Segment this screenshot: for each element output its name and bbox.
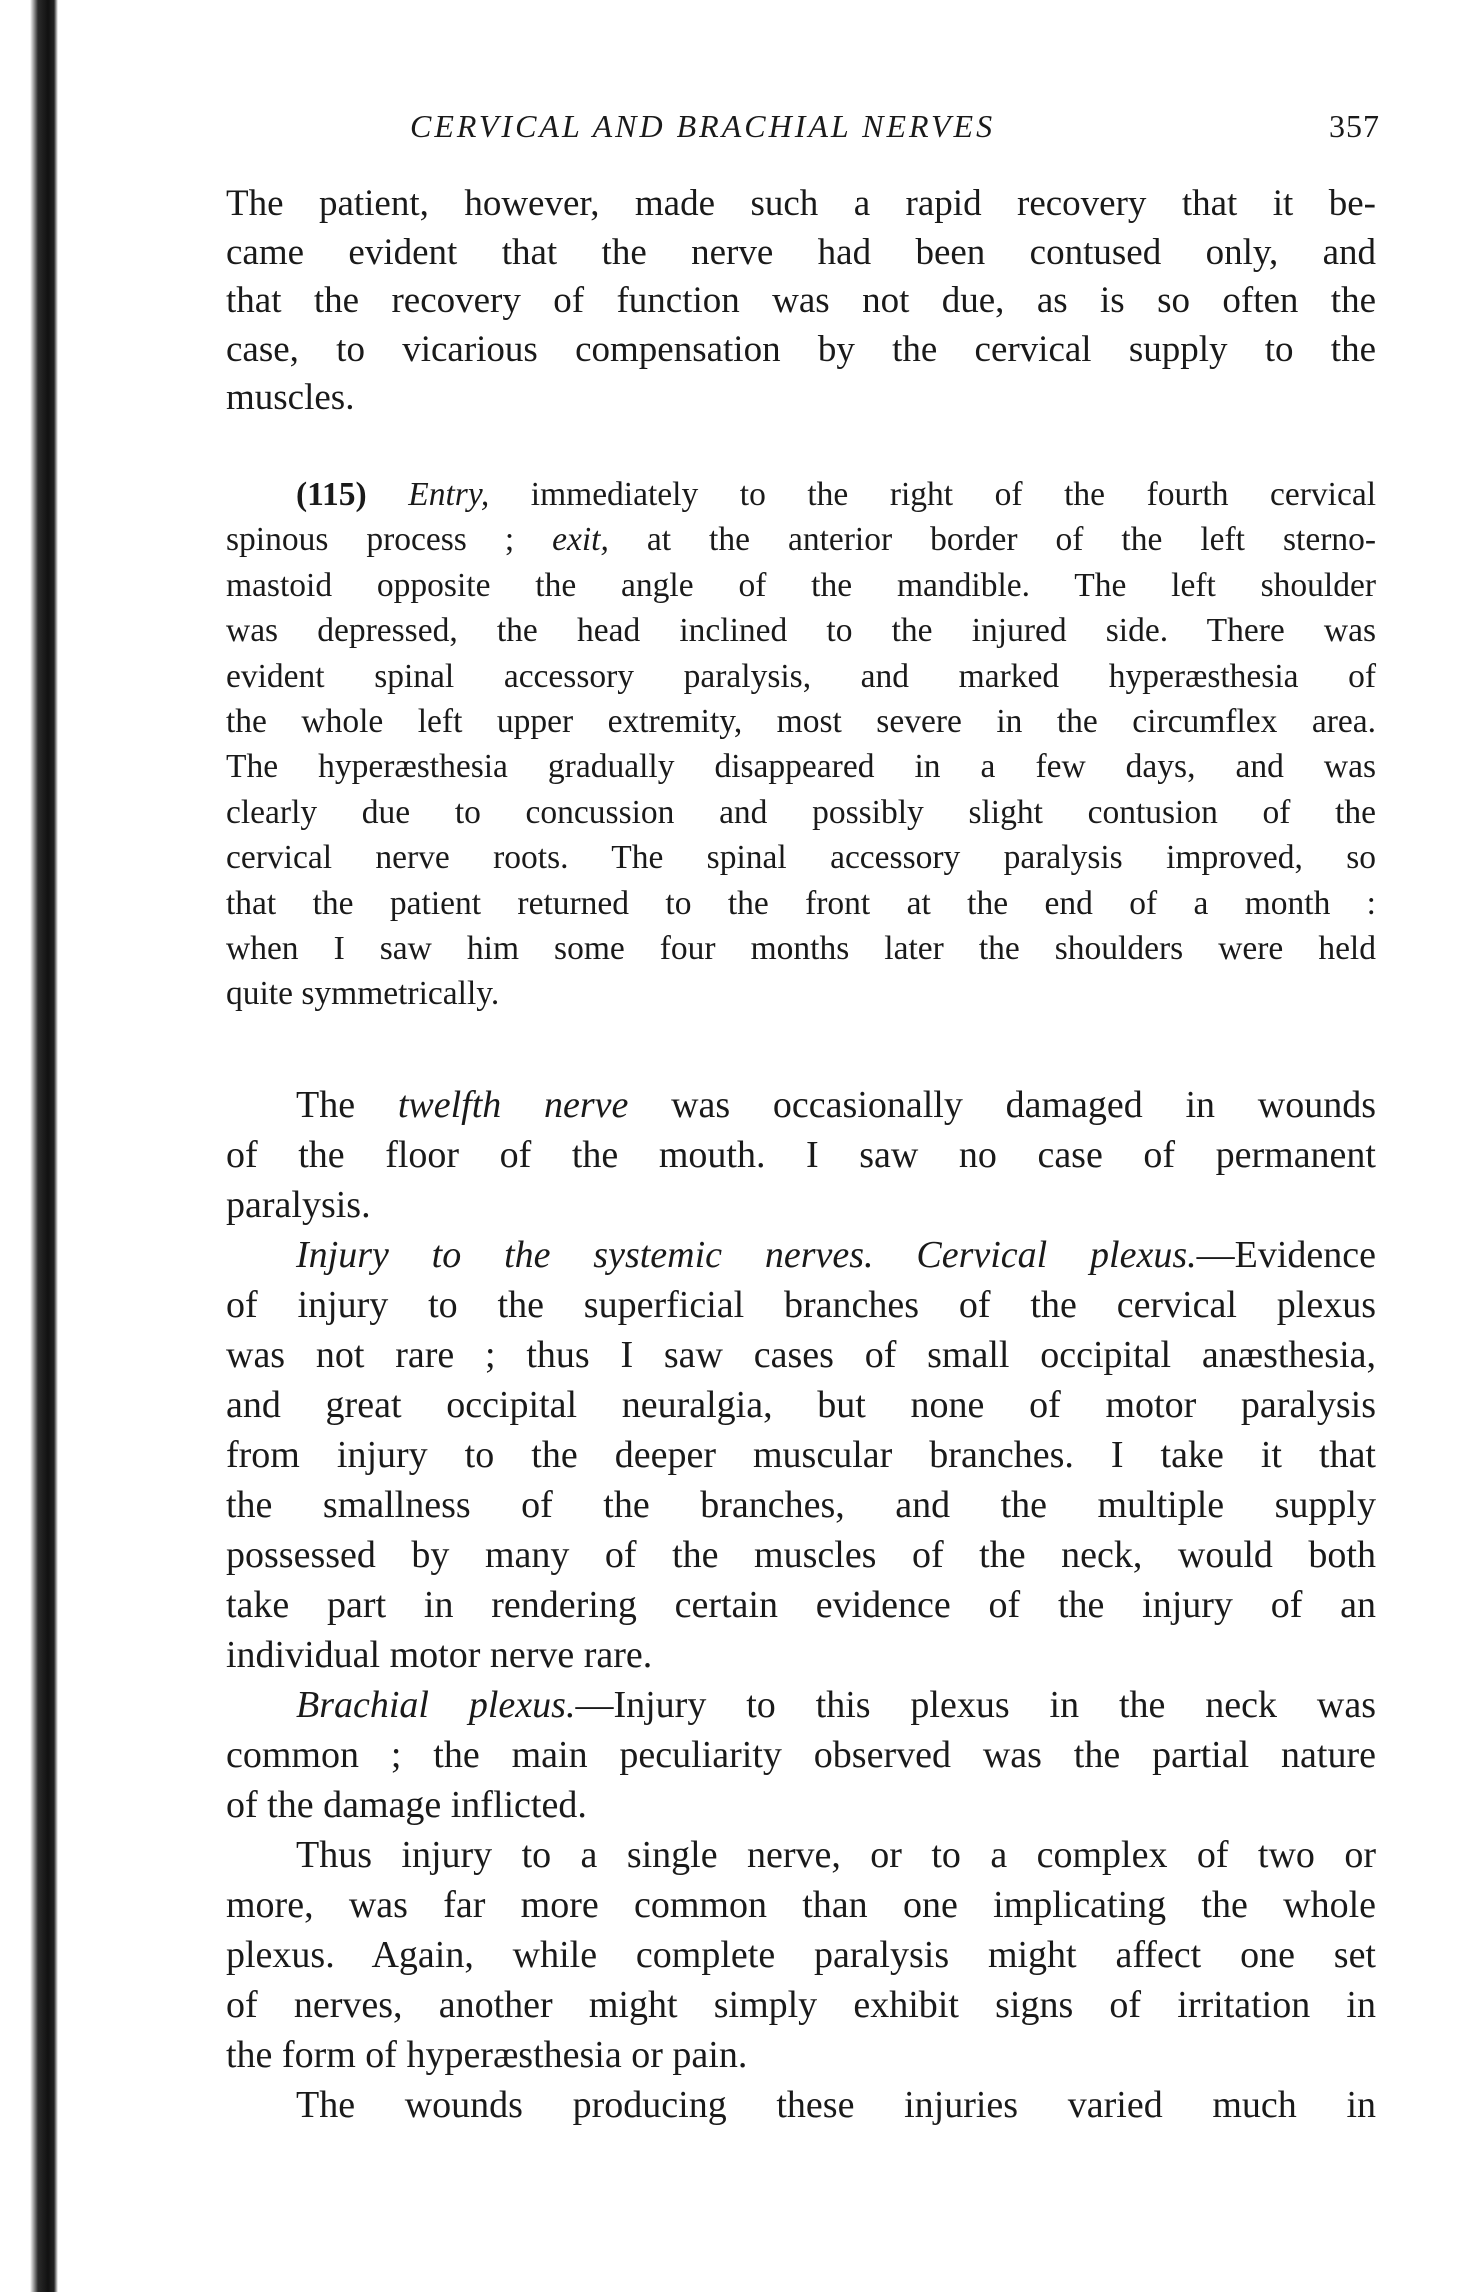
text-line: Injury to the systemic nerves. Cervical plexus.—Evidence [296, 1234, 1376, 1276]
text-line: (115) Entry, immediately to the right of the fourth cervical [296, 476, 1376, 513]
text-line: case, to vicarious compensation by the cervical supply to the [226, 328, 1376, 370]
text-line: from injury to the deeper muscular branches. I take it that [226, 1434, 1376, 1476]
text-line: of injury to the superficial branches of the cervical plexus [226, 1284, 1376, 1326]
twelfth-nerve-term: twelfth nerve [397, 1084, 629, 1126]
text-line: cervical nerve roots. The spinal accessory paralysis improved, so [226, 839, 1376, 877]
systemic-nerves-heading: Injury to the systemic nerves. [296, 1234, 874, 1276]
text-line: The twelfth nerve was occasionally damaged in wounds [296, 1084, 1376, 1126]
text-line: of nerves, another might simply exhibit signs of irritation in [226, 1984, 1376, 2026]
text-line: common ; the main peculiarity observed was the partial nature [226, 1734, 1376, 1776]
text-line: mastoid opposite the angle of the mandible. The left shoulder [226, 566, 1376, 604]
text-line: the smallness of the branches, and the multiple supply [226, 1484, 1376, 1526]
text-line: individual motor nerve rare. [226, 1634, 653, 1676]
case-115-block [226, 472, 1376, 1017]
text-line: more, was far more common than one implicating the whole [226, 1884, 1376, 1926]
text-line: when I saw him some four months later the shoulders were held [226, 930, 1376, 968]
running-head [230, 108, 1380, 152]
exit-label: exit, [552, 521, 609, 559]
text-line: plexus. Again, while complete paralysis might affect one set [226, 1934, 1376, 1976]
text-line: of the floor of the mouth. I saw no case of permanent [226, 1134, 1376, 1176]
text-line: The patient, however, made such a rapid recovery that it be- [226, 183, 1376, 224]
text-line: came evident that the nerve had been contused only, and [226, 231, 1376, 273]
paragraph-twelfth-nerve [226, 1080, 1376, 1230]
text-line: Thus injury to a single nerve, or to a complex of two or [296, 1834, 1376, 1876]
text-line: quite symmetrically. [226, 975, 500, 1013]
text-line: was depressed, the head inclined to the injured side. There was [226, 612, 1376, 650]
entry-label: Entry, [408, 476, 490, 513]
brachial-plexus-heading: Brachial plexus. [296, 1684, 576, 1726]
text-line: evident spinal accessory paralysis, and marked hyperæsthesia of [226, 657, 1376, 695]
paragraph-wounds [226, 2080, 1376, 2130]
text-line: clearly due to concussion and possibly slight contusion of the [226, 793, 1376, 831]
main-body-text [226, 1080, 1376, 2130]
paragraph-brachial-plexus [226, 1680, 1376, 1830]
text-line: The wounds producing these injuries varied much in [296, 2084, 1376, 2126]
cervical-plexus-heading: Cervical plexus. [916, 1234, 1197, 1276]
text-line: muscles. [226, 377, 355, 418]
text-line: the whole left upper extremity, most severe in the circumflex area. [226, 703, 1376, 741]
text-line: spinous process ; exit, at the anterior border of the left sterno- [226, 521, 1376, 559]
paragraph-systemic-nerves [226, 1230, 1376, 1680]
text-line: and great occipital neuralgia, but none of motor paralysis [226, 1384, 1376, 1426]
text-line: The hyperæsthesia gradually disappeared in a few days, and was [226, 748, 1376, 786]
text-line: Brachial plexus.—Injury to this plexus in the neck was [296, 1684, 1376, 1726]
text-line: take part in rendering certain evidence of the injury of an [226, 1584, 1376, 1626]
text-line: that the recovery of function was not due, as is so often the [226, 280, 1376, 321]
text-line: was not rare ; thus I saw cases of small occipital anæsthesia, [226, 1334, 1376, 1376]
page-binding-edge [0, 0, 58, 2292]
text-line: the form of hyperæsthesia or pain. [226, 2034, 748, 2076]
text-line: of the damage inflicted. [226, 1784, 587, 1826]
paragraph-single-nerve [226, 1830, 1376, 2080]
case-number: (115) [296, 476, 367, 513]
text-line: that the patient returned to the front at the end of a month : [226, 884, 1376, 922]
page-number: 357 [1329, 108, 1380, 144]
text-line: possessed by many of the muscles of the neck, would both [226, 1534, 1376, 1576]
paragraph-patient-recovery [226, 180, 1376, 423]
text-line: paralysis. [226, 1184, 371, 1226]
running-head-title: CERVICAL AND BRACHIAL NERVES [410, 108, 996, 144]
